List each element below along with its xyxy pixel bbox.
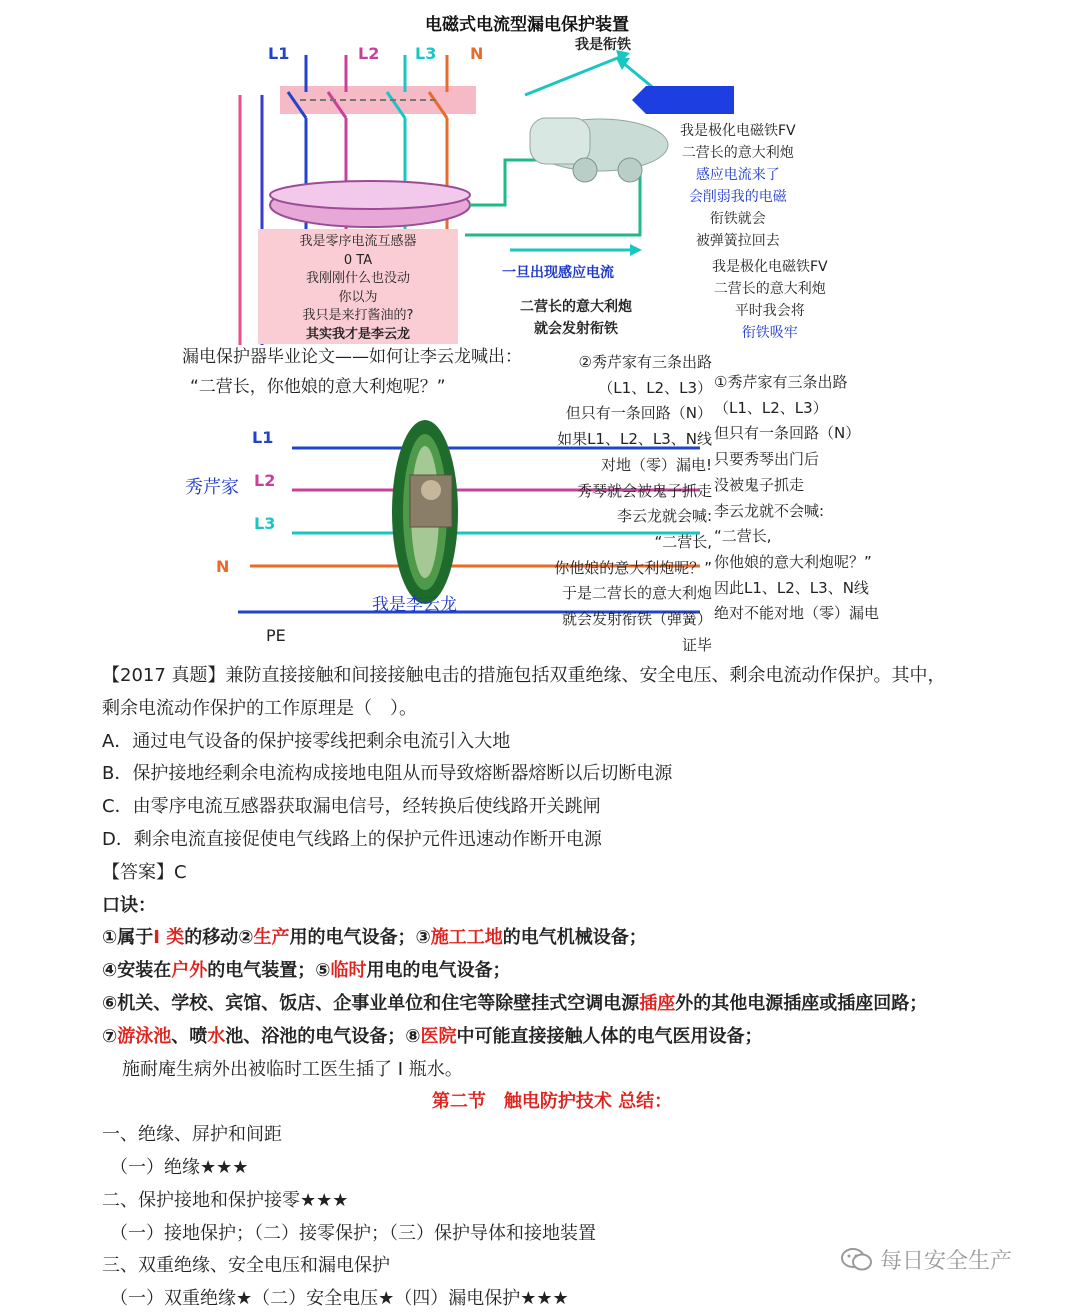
option-a: A．通过电气设备的保护接零线把剩余电流引入大地	[102, 730, 511, 752]
summary-item: （一）接地保护；（二）接零保护；（三）保护导体和接地装置	[110, 1222, 596, 1244]
ct-text: 我是零序电流互感器 0 TA 我刚刚什么也没动 你以为 我只是来打酱油的? 其实我才是李云龙	[299, 234, 417, 342]
mnemonic-joke: 施耐庵生病外出被临时工医生插了 I 瓶水。	[122, 1058, 463, 1080]
lower-n: N	[216, 557, 230, 576]
mnemonic-line-1: ①属于I 类的移动②生产用的电气设备；③施工工地的电气机械设备；	[102, 927, 647, 949]
summary-item: 二、保护接地和保护接零★★★	[102, 1189, 349, 1211]
lower-l2: L2	[254, 471, 276, 490]
option-c: C．由零序电流互感器获取漏电信号，经转换后使线路开关跳闸	[102, 796, 601, 818]
lower-l1: L1	[252, 428, 274, 447]
watermark-text: 每日安全生产	[880, 1249, 1013, 1274]
label-n: N	[470, 44, 484, 63]
label-l2: L2	[358, 44, 380, 63]
story-left: ②秀芹家有三条出路 （L1、L2、L3） 但只有一条回路（N） 如果L1、L2、L3、N线 对地（零）漏电! 秀琴就会被鬼子抓走 李云龙就会喊: “二营长, 你他娘的意大利炮呢？” 于是二营长的意大利炮 就会发射衔铁（弹簧） 证毕	[554, 353, 712, 654]
thesis-text: 漏电保护器毕业论文——如何让李云龙喊出： “二营长，你他娘的意大利炮呢？”	[182, 347, 522, 397]
magnet-text: 我是极化电磁铁FV 二营长的意大利炮 感应电流来了 会削弱我的电磁 衔铁就会 被弹簧拉回去	[680, 123, 796, 249]
summary-item: 三、双重绝缘、安全电压和漏电保护	[102, 1255, 390, 1277]
mnemonic-line-4: ⑦游泳池、喷水池、浴池的电气设备；⑧医院中可能直接接触人体的电气医用设备；	[102, 1025, 763, 1047]
induced-current-label: 一旦出现感应电流	[502, 265, 614, 281]
armature-shape	[632, 86, 734, 114]
mnemonic-line-2: ④安装在户外的电气装置；⑤临时用电的电气设备；	[102, 960, 511, 982]
document-body	[102, 660, 1002, 1316]
summary-item: 一、绝缘、屏护和间距	[102, 1124, 282, 1146]
wechat-icon	[840, 1247, 874, 1273]
diagram-title: 电磁式电流型漏电保护装置	[425, 15, 629, 35]
summary-item: （一）双重绝缘★（二）安全电压★（四）漏电保护★★★	[110, 1288, 569, 1310]
summary-item: （一）绝缘★★★	[110, 1156, 249, 1178]
answer: 【答案】C	[102, 861, 187, 883]
li-label: 我是李云龙	[372, 595, 457, 615]
lower-pe: PE	[266, 626, 286, 645]
label-l3: L3	[415, 44, 437, 63]
magnet-text-2: 我是极化电磁铁FV 二营长的意大利炮 平时我会将 衔铁吸牢	[712, 259, 828, 341]
label-l1: L1	[268, 44, 290, 63]
watermark	[840, 1244, 1012, 1275]
option-d: D．剩余电流直接促使电气线路上的保护元件迅速动作断开电源	[102, 828, 602, 850]
cannon-icon	[530, 118, 668, 182]
story-right: ①秀芹家有三条出路 （L1、L2、L3） 但只有一条回路（N） 只要秀琴出门后 没被鬼子抓走 李云龙就不会喊: “二营长, 你他娘的意大利炮呢？” 因此L1、L2、L3、N线 绝对不能对地（零）漏电	[714, 373, 880, 623]
mnemonic-line-3: ⑥机关、学校、宾馆、饭店、企事业单位和住宅等除壁挂式空调电源插座外的其他电源插座或插座回路；	[102, 992, 928, 1014]
question-stem-1: 【2017 真题】兼防直接接触和间接接触电击的措施包括双重绝缘、安全电压、剩余电流动作保护。其中，	[102, 665, 946, 686]
mnemonic-heading: 口诀：	[102, 894, 156, 916]
option-b: B．保护接地经剩余电流构成接地电阻从而导致熔断器熔断以后切断电源	[102, 763, 673, 785]
summary-heading: 第二节 触电防护技术 总结：	[431, 1091, 673, 1113]
lower-l3: L3	[254, 514, 276, 533]
armature-label: 我是衔铁	[575, 37, 631, 53]
question-stem-2: 剩余电流动作保护的工作原理是（ ）。	[102, 697, 417, 719]
cannon-fire-label: 二营长的意大利炮 就会发射衔铁	[520, 299, 632, 337]
house-label: 秀芹家	[185, 477, 239, 498]
